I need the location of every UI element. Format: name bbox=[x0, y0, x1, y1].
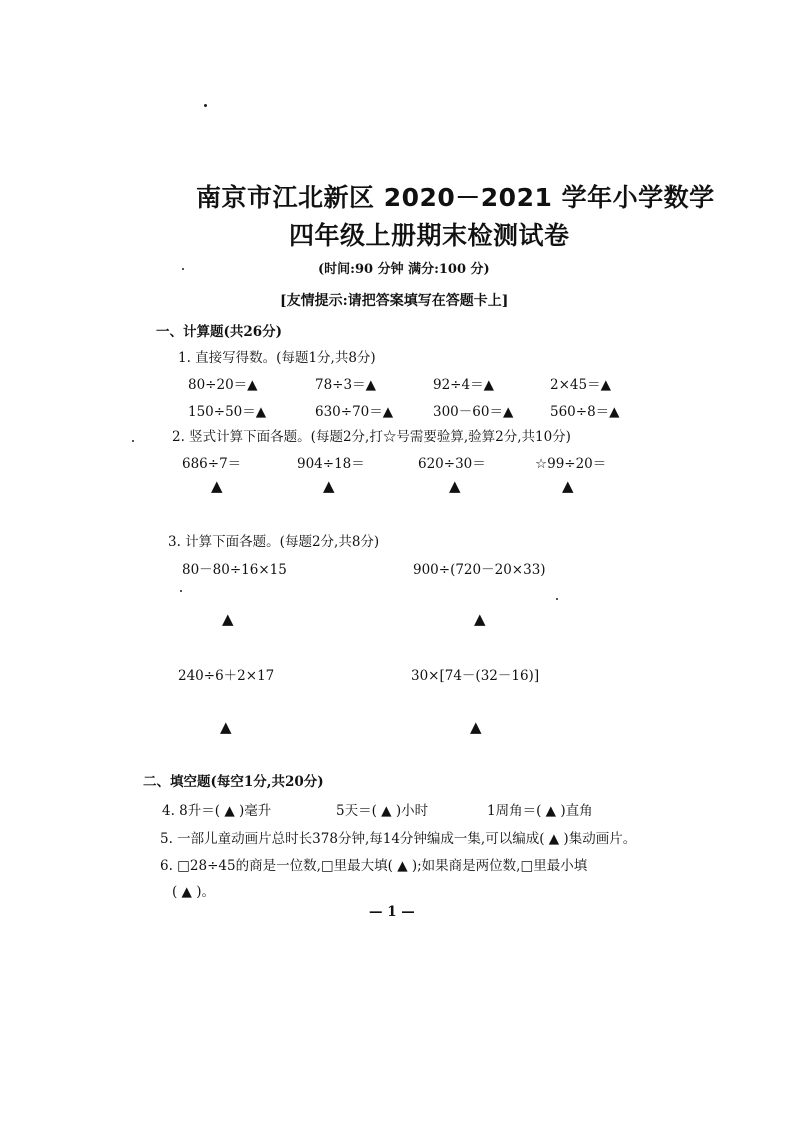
answer-triangle-icon: ▲ bbox=[211, 477, 223, 495]
q1-item: 92÷4＝▲ bbox=[433, 377, 494, 393]
q1-item: 78÷3＝▲ bbox=[315, 377, 376, 393]
answer-triangle-icon: ▲ bbox=[562, 477, 574, 495]
answer-triangle-icon: ▲ bbox=[449, 477, 461, 495]
q1-heading: 1. 直接写得数。(每题1分,共8分) bbox=[178, 350, 376, 366]
scan-speck bbox=[132, 440, 134, 442]
q2-item: 620÷30＝ bbox=[418, 456, 486, 472]
answer-triangle-icon: ▲ bbox=[470, 718, 482, 736]
q2-heading: 2. 竖式计算下面各题。(每题2分,打☆号需要验算,验算2分,共10分) bbox=[172, 429, 571, 445]
q6-text-line2: ( ▲ )。 bbox=[172, 884, 215, 900]
answer-triangle-icon: ▲ bbox=[222, 610, 234, 628]
scan-speck bbox=[556, 598, 558, 600]
time-score-info: (时间:90 分钟 满分:100 分) bbox=[318, 262, 490, 277]
q3-item: 80－80÷16×15 bbox=[182, 562, 287, 578]
scan-speck bbox=[180, 590, 182, 592]
q4-item: 1周角＝( ▲ )直角 bbox=[487, 803, 593, 819]
q1-item: 2×45＝▲ bbox=[550, 377, 611, 393]
q3-heading: 3. 计算下面各题。(每题2分,共8分) bbox=[168, 534, 380, 550]
q3-item: 30×[74－(32－16)] bbox=[411, 668, 540, 684]
q3-item: 900÷(720－20×33) bbox=[413, 562, 546, 578]
page-number: — 1 — bbox=[369, 904, 415, 920]
q2-item: ☆99÷20＝ bbox=[535, 456, 607, 472]
q4-item: 5天＝( ▲ )小时 bbox=[336, 803, 429, 819]
q1-item: 300－60＝▲ bbox=[433, 404, 514, 420]
q1-item: 630÷70＝▲ bbox=[315, 404, 394, 420]
answer-triangle-icon: ▲ bbox=[474, 610, 486, 628]
scan-speck bbox=[204, 104, 207, 107]
friendly-tip: [友情提示:请把答案填写在答题卡上] bbox=[280, 293, 509, 309]
scan-speck bbox=[182, 268, 184, 270]
q1-item: 560÷8＝▲ bbox=[550, 404, 620, 420]
q4-item: 4. 8升＝( ▲ )毫升 bbox=[162, 803, 272, 819]
q1-item: 80÷20＝▲ bbox=[188, 377, 258, 393]
answer-triangle-icon: ▲ bbox=[323, 477, 335, 495]
section1-heading: 一、计算题(共26分) bbox=[156, 324, 283, 340]
q6-text-line1: 6. □28÷45的商是一位数,□里最大填( ▲ );如果商是两位数,□里最小填 bbox=[160, 858, 588, 874]
q2-item: 686÷7＝ bbox=[182, 456, 242, 472]
q1-item: 150÷50＝▲ bbox=[188, 404, 267, 420]
exam-title-line1: 南京市江北新区 2020－2021 学年小学数学 bbox=[196, 183, 715, 212]
q3-item: 240÷6＋2×17 bbox=[178, 668, 275, 684]
exam-title-line2: 四年级上册期末检测试卷 bbox=[289, 221, 570, 250]
q5-text: 5. 一部儿童动画片总时长378分钟,每14分钟编成一集,可以编成( ▲ )集动画片。 bbox=[160, 831, 637, 847]
answer-triangle-icon: ▲ bbox=[220, 718, 232, 736]
section2-heading: 二、填空题(每空1分,共20分) bbox=[143, 774, 324, 790]
q2-item: 904÷18＝ bbox=[297, 456, 365, 472]
